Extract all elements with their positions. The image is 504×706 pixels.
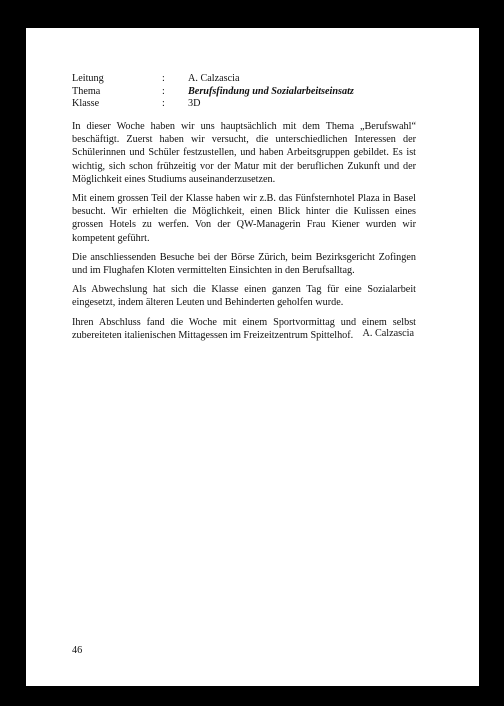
meta-colon: : bbox=[162, 85, 165, 97]
meta-value: A. Calzascia bbox=[188, 73, 240, 84]
report-meta bbox=[72, 72, 412, 110]
paragraph: Als Abwechslung hat sich die Klasse einen ganzen Tag für eine Sozialarbeit eingesetzt, indem älteren Leuten und Behinderten geholfen wurde. bbox=[72, 284, 416, 309]
paragraph: Ihren Abschluss fand die Woche mit einem Sportvormittag und einem selbst zubereiteten italienischen Mittagessen im Freizeitzentrum Spittelhof. bbox=[72, 316, 416, 341]
paragraph: Mit einem grossen Teil der Klasse haben wir z.B. das Fünfsternhotel Plaza in Basel besucht. Wir erhielten die Möglichkeit, einen Blick hinter die Kulissen eines grossen Hotels zu werfen. Von der QW-Managerin Frau Kiener wurden wir kompetent geführt. bbox=[72, 193, 416, 244]
page-number: 46 bbox=[72, 645, 83, 656]
meta-key: Klasse bbox=[72, 98, 100, 110]
meta-value: 3D bbox=[188, 98, 201, 110]
document-page bbox=[26, 28, 479, 686]
report-body bbox=[72, 120, 416, 348]
meta-row-leitung bbox=[72, 72, 412, 85]
meta-colon: : bbox=[162, 73, 165, 84]
paragraph: In dieser Woche haben wir uns hauptsächlich mit dem Thema „Berufswahl“ beschäftigt. Zuerst haben wir versucht, die unterschiedlichen Interessen der Schülerinnen und Schüler festzustellen, und haben Arbeitsgruppen gebildet. Es ist wichtig, sich schon frühzeitig vor der Matur mit der beruflichen Zukunft und der Möglichkeit eines Studiums auseinanderzusetzen. bbox=[72, 121, 416, 185]
meta-key: Thema bbox=[72, 85, 101, 97]
meta-value-topic: Berufsfindung und Sozialarbeitseinsatz bbox=[188, 85, 354, 97]
meta-row-klasse bbox=[72, 97, 412, 110]
signature: A. Calzascia bbox=[362, 328, 414, 339]
paragraph: Die anschliessenden Besuche bei der Börse Zürich, beim Bezirksgericht Zofingen und im Flughafen Kloten vermittelten Einsichten in den Berufsalltag. bbox=[72, 251, 416, 277]
meta-colon: : bbox=[162, 98, 165, 110]
meta-key: Leitung bbox=[72, 73, 104, 84]
meta-row-thema bbox=[72, 85, 412, 98]
